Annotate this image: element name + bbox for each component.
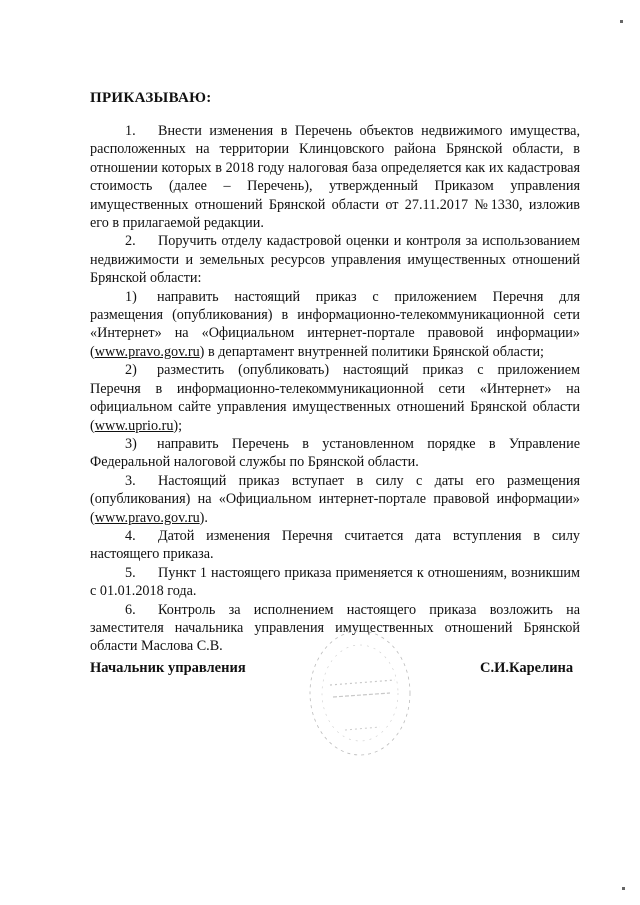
item-number: 2. <box>125 233 136 250</box>
order-item-4 <box>90 527 580 564</box>
subitem-number: 2) <box>125 362 137 379</box>
subitem-number: 3) <box>125 435 137 452</box>
order-heading: ПРИКАЗЫВАЮ: <box>90 90 212 106</box>
order-item-2 <box>90 232 580 287</box>
item-text: направить Перечень в установленном порядке в Управление Федеральной налоговой службы по Брянской области. <box>90 435 580 471</box>
uprio-link[interactable]: www.uprio.ru <box>94 417 174 434</box>
stamp-imprint <box>305 625 415 765</box>
scan-mark <box>620 20 623 23</box>
item-text: разместить (опубликовать) настоящий приказ с приложением Перечня в информационно-телекоммуникационной сети «Интернет» на официальном сайте управления имущественных отношений Брянской области ( <box>90 362 580 434</box>
pravo-link[interactable]: www.pravo.gov.ru <box>94 343 200 360</box>
scan-mark <box>622 887 625 890</box>
order-body <box>90 122 580 656</box>
item-text: ); <box>173 417 183 434</box>
order-item-1 <box>90 122 580 232</box>
item-text: Датой изменения Перечня считается дата вступления в силу настоящего приказа. <box>90 527 580 563</box>
item-number: 1. <box>125 123 136 139</box>
item-number: 5. <box>125 564 136 581</box>
order-item-5 <box>90 564 580 601</box>
item-number: 6. <box>125 601 136 618</box>
order-subitem-1 <box>90 288 580 362</box>
item-number: 3. <box>125 472 136 489</box>
pravo-link[interactable]: www.pravo.gov.ru <box>94 509 200 526</box>
signatory-title: Начальник управления <box>90 660 246 676</box>
item-text: направить настоящий приказ с приложением Перечня для размещения (опубликования) в информационно-телекоммуникационной сети «Интернет» на «Официальном интернет-портале правовой информации» ( <box>90 288 580 360</box>
signatory-name: С.И.Карелина <box>480 660 574 676</box>
item-text: Настоящий приказ вступает в силу с даты его размещения (опубликования) на «Официальном интернет-портале правовой информации» ( <box>90 472 580 526</box>
item-number: 4. <box>125 527 136 544</box>
item-text: Поручить отделу кадастровой оценки и контроля за использованием недвижимости и земельных ресурсов управления имущественных отношений Брянской области: <box>90 233 580 287</box>
order-subitem-2 <box>90 361 580 435</box>
item-text: ). <box>199 509 208 526</box>
item-text: Внести изменения в Перечень объектов недвижимого имущества, расположенных на территории Клинцовского района Брянской области, в отношении которых в 2018 году налоговая база определяется как их кадастровая стоимость (далее – Перечень), утвержденный Приказом управления имущественных отношений Брянской области от 27.11.2017 №1330, изложив его в прилагаемой редакции. <box>90 123 580 232</box>
item-text: ) в департамент внутренней политики Брянской области; <box>199 343 544 360</box>
subitem-number: 1) <box>125 288 137 305</box>
item-text: Пункт 1 настоящего приказа применяется к отношениям, возникшим с 01.01.2018 года. <box>90 564 580 600</box>
order-subitem-3 <box>90 435 580 472</box>
order-item-3 <box>90 472 580 527</box>
item-text: Контроль за исполнением настоящего приказа возложить на заместителя начальника управления имущественных отношений Брянской области Маслова С.В. <box>90 601 580 655</box>
